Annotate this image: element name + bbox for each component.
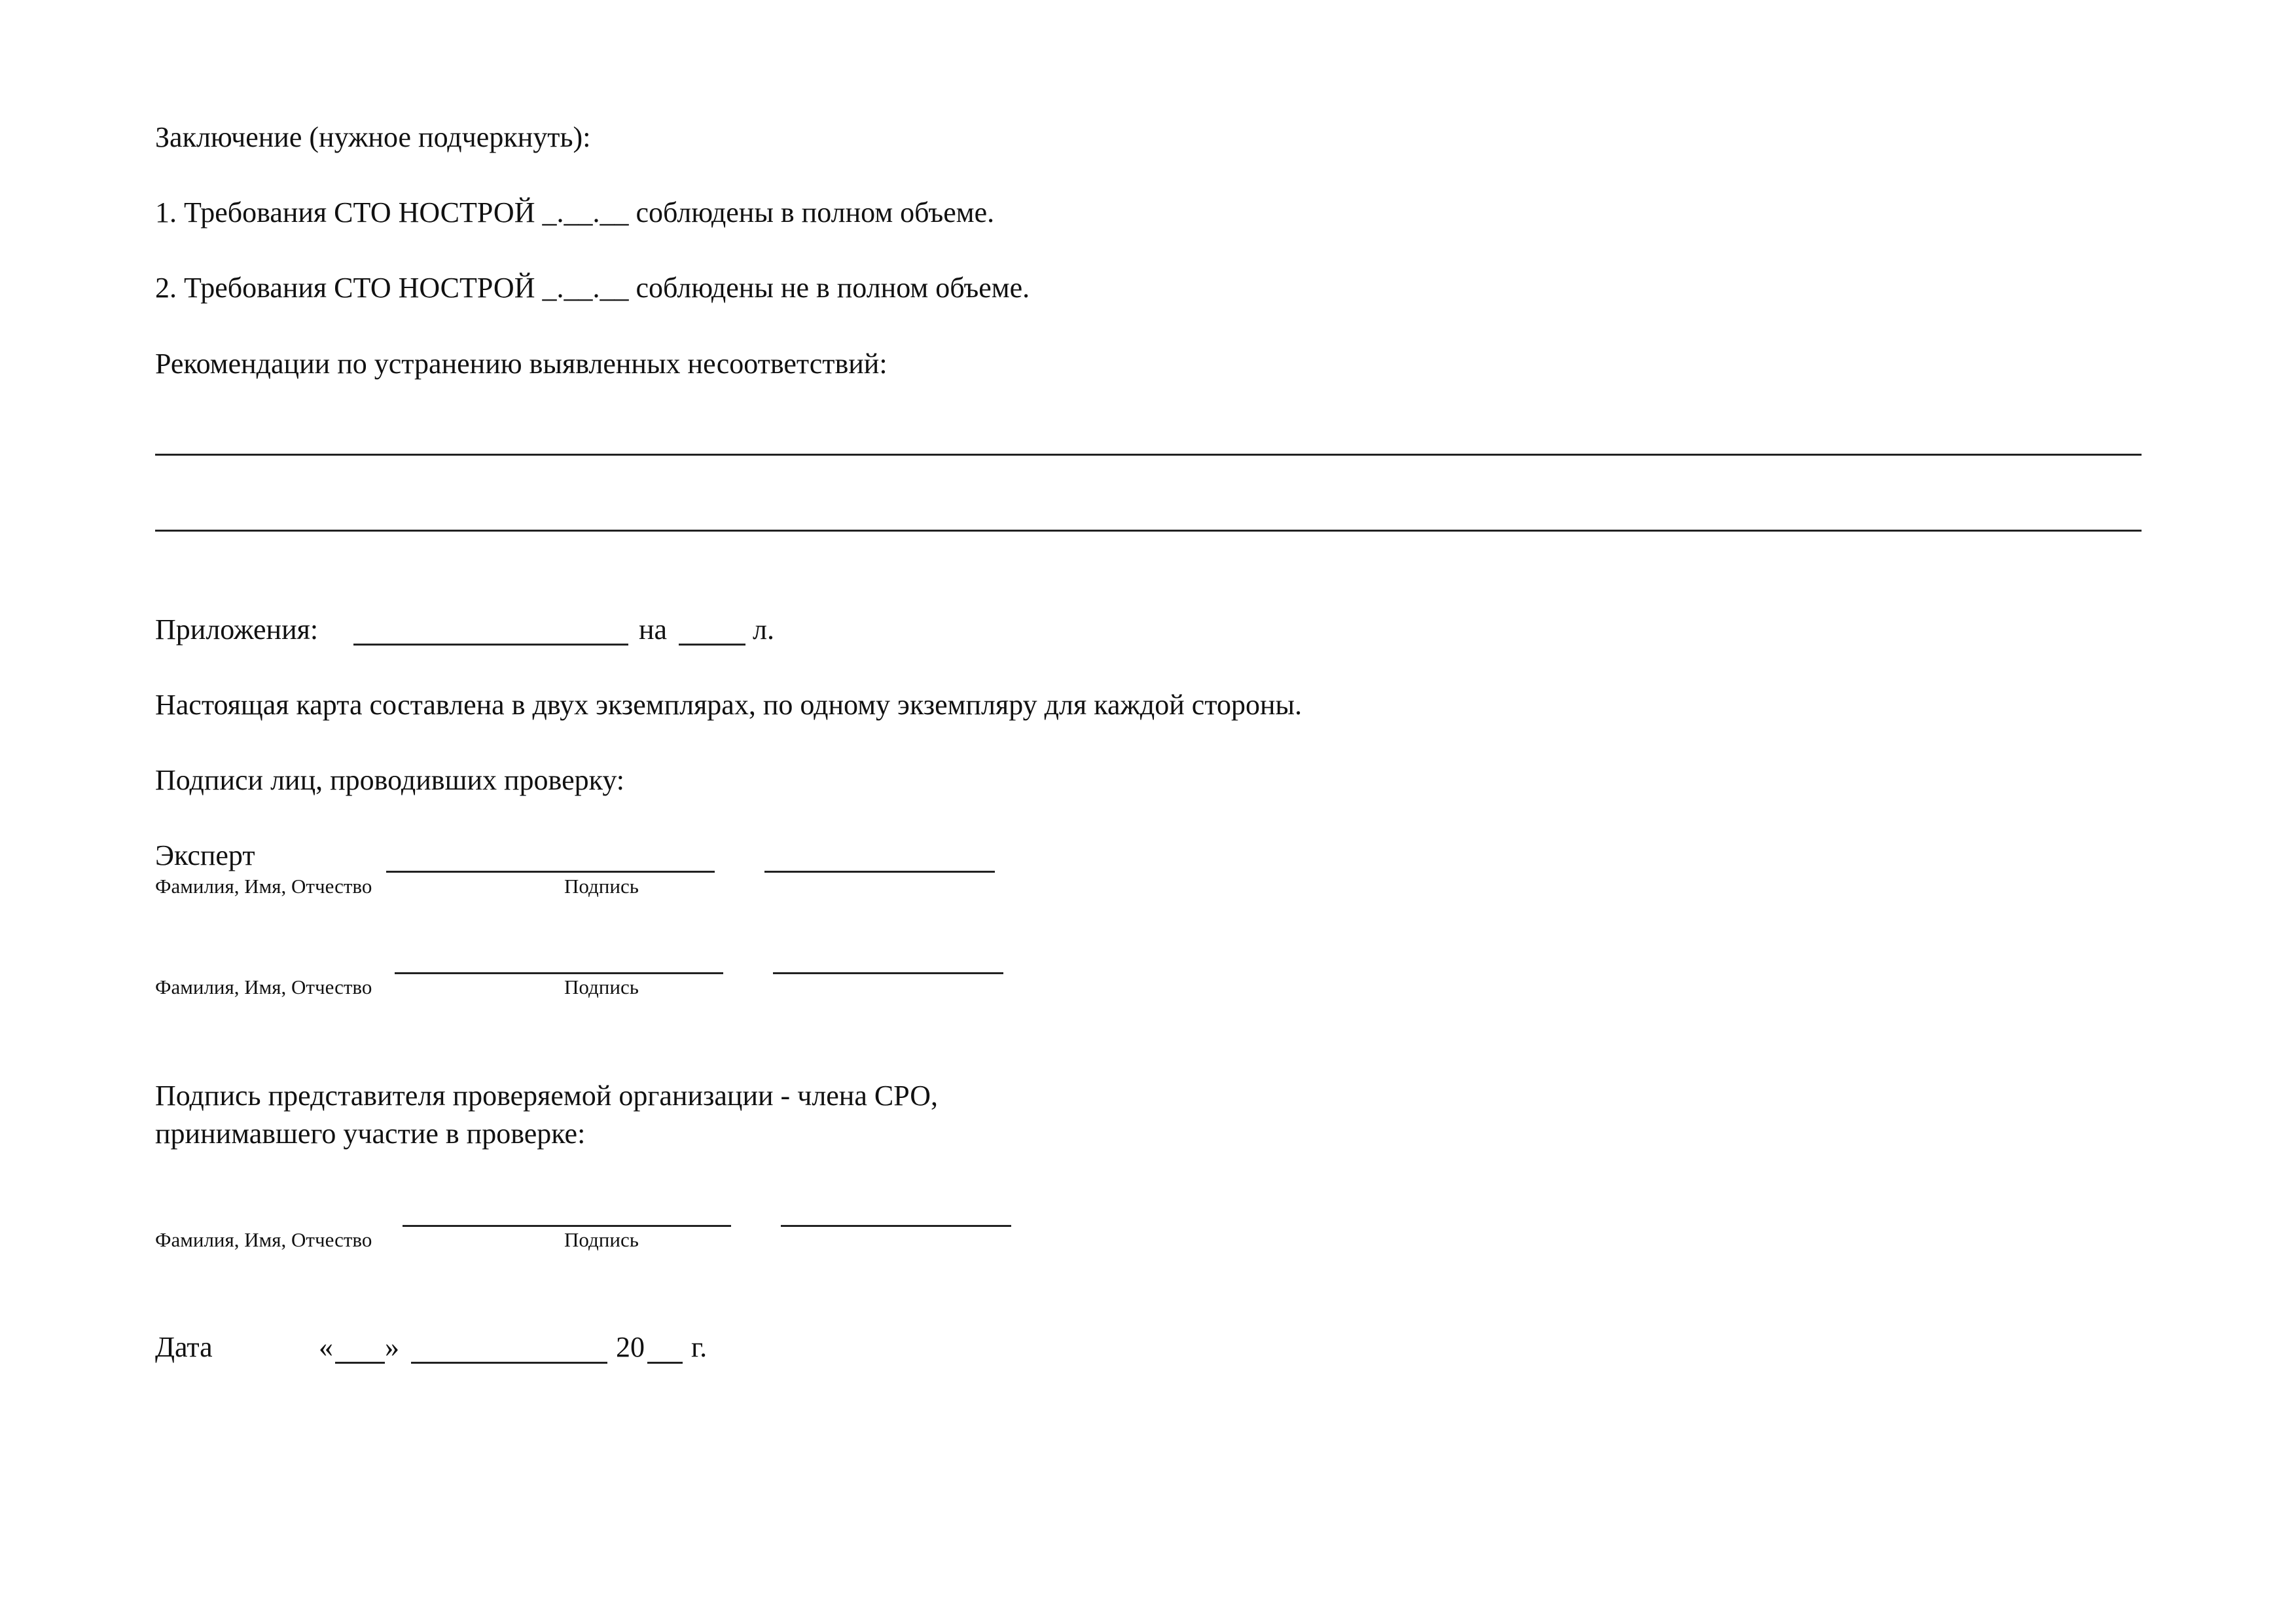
date-year-prefix: 20 [616,1331,645,1363]
date-label: Дата [155,1331,213,1363]
copies-note: Настоящая карта составлена в двух экземплярах, по одному экземпляру для каждой стороны. [155,689,1302,721]
recommendations-label: Рекомендации по устранению выявленных несоответствий: [155,348,888,380]
attachments-field[interactable] [353,644,628,646]
date-year-field[interactable] [647,1362,683,1364]
representative-signature-line[interactable] [781,1225,1011,1227]
date-month-field[interactable] [411,1362,607,1364]
recommendations-line-1[interactable] [155,454,2142,456]
recommendations-line-2[interactable] [155,530,2142,532]
date-year-suffix: г. [691,1331,708,1363]
representative-signature-caption: Подпись [564,1228,639,1251]
expert-2-full-name-line[interactable] [395,972,723,974]
expert-1-full-name-line[interactable] [386,871,715,873]
date-open-quote: « [319,1331,333,1363]
representative-full-name-line[interactable] [403,1225,731,1227]
expert-2-full-name-caption: Фамилия, Имя, Отчество [155,976,372,998]
attachments-label: Приложения: [155,613,319,646]
expert-2-signature-caption: Подпись [564,976,639,998]
representative-label-line2: принимавшего участие в проверке: [155,1118,586,1150]
date-day-field[interactable] [335,1362,385,1364]
expert-1-signature-caption: Подпись [564,875,639,898]
representative-label-line1: Подпись представителя проверяемой организации - члена СРО, [155,1080,939,1112]
attachments-sheets-abbr: л. [753,613,774,646]
attachments-on-label: на [639,613,668,646]
conclusion-heading: Заключение (нужное подчеркнуть): [155,121,591,153]
inspectors-signatures-label: Подписи лиц, проводивших проверку: [155,764,624,796]
conclusion-option-full-compliance[interactable]: 1. Требования СТО НОСТРОЙ _.__.__ соблюдены в полном объеме. [155,196,995,228]
representative-full-name-caption: Фамилия, Имя, Отчество [155,1228,372,1251]
expert-2-signature-line[interactable] [773,972,1003,974]
attachments-sheets-field[interactable] [679,644,745,646]
date-close-quote: » [385,1331,399,1363]
expert-1-signature-line[interactable] [764,871,995,873]
expert-1-full-name-caption: Фамилия, Имя, Отчество [155,875,372,898]
expert-label: Эксперт [155,839,255,871]
conclusion-option-partial-compliance[interactable]: 2. Требования СТО НОСТРОЙ _.__.__ соблюдены не в полном объеме. [155,272,1030,304]
